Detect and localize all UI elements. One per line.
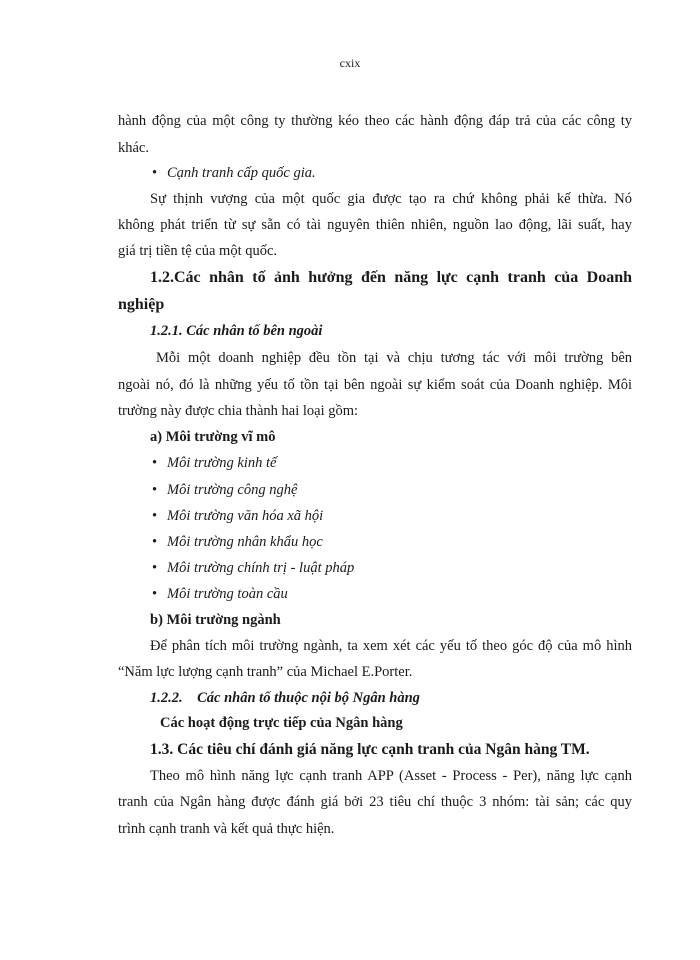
heading-1-2-1: 1.2.1. Các nhân tố bên ngoài: [150, 323, 323, 339]
subheading-direct-activities: Các hoạt động trực tiếp của Ngân hàng: [160, 715, 403, 731]
paragraph-5-line-2: tranh của Ngân hàng được đánh giá bởi 23 tiêu chí thuộc 3 nhóm: tài sản; các quy: [118, 794, 632, 810]
heading-1-2-line-2: nghiệp: [118, 296, 165, 313]
page-number: cxix: [339, 56, 361, 70]
bullet-national-label: Cạnh tranh cấp quốc gia.: [167, 165, 316, 181]
paragraph-1-line-1: hành động của một công ty thường kéo theo các hành động đáp trả của các công ty: [118, 113, 632, 129]
macro-item: • Môi trường nhân khẩu học: [152, 534, 323, 550]
paragraph-3-line-1: Mỗi một doanh nghiệp đều tồn tại và chịu tương tác với môi trường bên: [156, 350, 632, 366]
macro-item: • Môi trường kinh tế: [152, 455, 277, 471]
macro-item: • Môi trường văn hóa xã hội: [152, 508, 324, 524]
paragraph-4-line-2: “Năm lực lượng cạnh tranh” của Michael E.Porter.: [118, 664, 413, 680]
subheading-industry-environment: b) Môi trường ngành: [150, 612, 281, 628]
paragraph-4-line-1: Để phân tích môi trường ngành, ta xem xét các yếu tố theo góc độ của mô hình: [150, 638, 632, 654]
paragraph-3-line-3: trường này được chia thành hai loại gồm:: [118, 403, 359, 419]
paragraph-2-line-2: không phát triển từ sự sẵn có tài nguyên thiên nhiên, nguồn lao động, lãi suất, hay: [118, 217, 632, 233]
paragraph-1-line-2: khác.: [118, 140, 149, 156]
subheading-macro-environment: a) Môi trường vĩ mô: [150, 429, 276, 445]
heading-1-2-line-1: 1.2.Các nhân tố ảnh hưởng đến năng lực cạnh tranh của Doanh: [150, 269, 632, 286]
macro-item: • Môi trường toàn cầu: [152, 586, 288, 602]
paragraph-3-line-2: ngoài nó, đó là những yếu tố tồn tại bên ngoài sự kiểm soát của Doanh nghiệp. Môi: [118, 377, 632, 393]
bullet-icon: •: [152, 165, 158, 181]
heading-1-2-2: 1.2.2. Các nhân tố thuộc nội bộ Ngân hàng: [150, 690, 420, 706]
paragraph-5-line-1: Theo mô hình năng lực cạnh tranh APP (Asset - Process - Per), năng lực cạnh: [150, 768, 632, 784]
bullet-icon: •: [152, 482, 158, 498]
bullet-icon: •: [152, 455, 158, 471]
paragraph-2-line-3: giá trị tiền tệ của một quốc.: [118, 243, 278, 259]
bullet-icon: •: [152, 560, 158, 576]
macro-item: • Môi trường công nghệ: [152, 482, 298, 498]
bullet-icon: •: [152, 508, 158, 524]
bullet-icon: •: [152, 534, 158, 550]
bullet-icon: •: [152, 586, 158, 602]
paragraph-2-line-1: Sự thịnh vượng của một quốc gia được tạo ra chứ không phải kế thừa. Nó: [150, 191, 632, 207]
bullet-national-competition: [152, 164, 316, 182]
paragraph-5-line-3: trình cạnh tranh và kết quả thực hiện.: [118, 821, 335, 837]
heading-1-3: 1.3. Các tiêu chí đánh giá năng lực cạnh tranh của Ngân hàng TM.: [150, 741, 590, 758]
macro-item: • Môi trường chính trị - luật pháp: [152, 560, 355, 576]
